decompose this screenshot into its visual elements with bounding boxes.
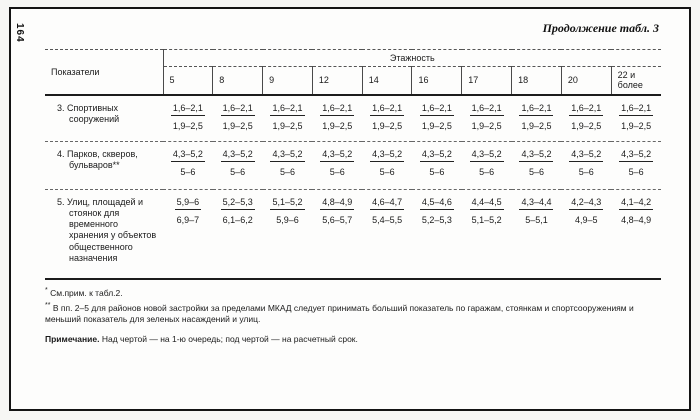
value-design-term: 5–6	[479, 166, 495, 177]
value-design-term: 1,9–2,5	[172, 121, 203, 131]
value-cell	[512, 141, 562, 189]
table-header	[45, 50, 661, 96]
value-cell	[163, 189, 213, 279]
column-header: 20	[561, 67, 611, 96]
value-first-stage: 1,6–2,1	[619, 103, 653, 116]
value-first-stage: 1,6–2,1	[221, 103, 255, 116]
column-header: 22 и более	[611, 67, 661, 96]
value-design-term: 1,9–2,5	[272, 121, 303, 131]
value-cell	[362, 189, 412, 279]
value-cell	[412, 141, 462, 189]
note-label: Примечание.	[45, 333, 100, 344]
footnote-1	[45, 286, 661, 299]
value-cell	[163, 95, 213, 141]
value-design-term: 5,4–5,5	[372, 214, 403, 225]
column-header: 14	[362, 67, 412, 96]
value-design-term: 4,8–4,9	[621, 214, 652, 225]
value-first-stage: 1,6–2,1	[420, 103, 454, 116]
value-cell	[263, 95, 313, 141]
column-header: 5	[163, 67, 213, 96]
value-design-term: 5–6	[379, 166, 395, 177]
value-cell	[362, 95, 412, 141]
value-first-stage: 1,6–2,1	[370, 103, 404, 116]
note-text: Над чертой — на 1-ю очередь; под чертой — на расчетный срок.	[101, 333, 358, 344]
row-label: 4. Парков, скверов, бульваров**	[45, 141, 163, 189]
value-first-stage: 4,3–5,2	[320, 149, 354, 162]
table-body	[45, 95, 661, 279]
storeys-table	[45, 49, 661, 280]
value-cell	[611, 141, 661, 189]
value-design-term: 5–6	[180, 166, 196, 177]
footnote-1-marker: *	[45, 287, 48, 294]
value-design-term: 1,9–2,5	[421, 121, 452, 131]
value-design-term: 1,9–2,5	[222, 121, 253, 131]
value-cell	[462, 95, 512, 141]
value-design-term: 1,9–2,5	[372, 121, 403, 131]
value-cell	[561, 95, 611, 141]
value-cell	[263, 189, 313, 279]
value-first-stage: 4,3–5,2	[221, 149, 255, 162]
storeys-group-header: Этажность	[163, 50, 661, 67]
value-first-stage: 4,3–5,2	[270, 149, 304, 162]
value-first-stage: 4,4–4,5	[470, 197, 504, 210]
column-header: 12	[312, 67, 362, 96]
value-design-term: 4,9–5	[575, 214, 598, 225]
value-design-term: 1,9–2,5	[322, 121, 353, 131]
value-first-stage: 4,3–5,2	[420, 149, 454, 162]
value-design-term: 5,9–6	[276, 214, 299, 225]
value-design-term: 6,1–6,2	[222, 214, 253, 225]
value-design-term: 5,6–5,7	[322, 214, 353, 225]
value-cell	[412, 95, 462, 141]
value-first-stage: 1,6–2,1	[569, 103, 603, 116]
footnotes	[45, 286, 661, 345]
table-continuation-caption: Продолжение табл. 3	[542, 21, 659, 35]
value-first-stage: 4,6–4,7	[370, 197, 404, 210]
value-cell	[512, 189, 562, 279]
value-first-stage: 4,8–4,9	[320, 197, 354, 210]
value-first-stage: 1,6–2,1	[320, 103, 354, 116]
value-cell	[312, 95, 362, 141]
value-cell	[512, 95, 562, 141]
value-first-stage: 4,3–5,2	[470, 149, 504, 162]
value-first-stage: 4,1–4,2	[619, 197, 653, 210]
value-cell	[561, 141, 611, 189]
column-header: 18	[512, 67, 562, 96]
value-cell	[462, 141, 512, 189]
footnote-2-marker: **	[45, 301, 51, 309]
value-cell	[611, 95, 661, 141]
value-design-term: 5–6	[578, 166, 594, 177]
value-first-stage: 1,6–2,1	[470, 103, 504, 116]
value-first-stage: 4,3–5,2	[569, 149, 603, 162]
value-first-stage: 4,3–5,2	[370, 149, 404, 162]
value-cell	[412, 189, 462, 279]
column-header: 17	[462, 67, 512, 96]
value-first-stage: 4,3–4,4	[519, 197, 553, 210]
value-cell	[163, 141, 213, 189]
indicators-header: Показатели	[45, 50, 163, 96]
value-design-term: 5,1–5,2	[471, 214, 502, 225]
value-first-stage: 5,1–5,2	[270, 197, 304, 210]
value-cell	[263, 141, 313, 189]
value-cell	[362, 141, 412, 189]
value-design-term: 5–6	[628, 166, 644, 177]
table-row	[45, 189, 661, 279]
table-note	[45, 334, 661, 345]
value-first-stage: 4,3–5,2	[171, 149, 205, 162]
value-design-term: 6,9–7	[176, 214, 200, 225]
value-design-term: 5–5,1	[525, 214, 548, 225]
value-first-stage: 4,2–4,3	[569, 197, 603, 210]
page-number: 164	[14, 23, 25, 43]
value-design-term: 5,2–5,3	[421, 214, 452, 225]
value-design-term: 1,9–2,5	[571, 121, 602, 131]
footnote-2	[45, 301, 661, 325]
value-design-term: 1,9–2,5	[471, 121, 502, 131]
value-first-stage: 4,3–5,2	[619, 149, 653, 162]
value-cell	[312, 189, 362, 279]
value-design-term: 5–6	[230, 166, 246, 177]
table-row	[45, 95, 661, 141]
value-cell	[213, 189, 263, 279]
footnote-1-text: См.прим. к табл.2.	[50, 287, 123, 298]
scanned-page	[9, 7, 691, 411]
value-design-term: 1,9–2,5	[521, 121, 552, 131]
value-cell	[561, 189, 611, 279]
value-first-stage: 1,6–2,1	[519, 103, 553, 116]
row-label: 5. Улиц, площадей и стоянок для временного хранения у объектов общественного назначения	[45, 189, 163, 279]
row-label: 3. Спортивных сооружений	[57, 103, 120, 125]
value-design-term: 5–6	[329, 166, 345, 177]
footnote-2-text: В пп. 2–5 для районов новой застройки за пределами МКАД следует принимать больший показатель по гаражам, стоянкам и спортсооружениям и меньший показатель для зеленых насаждений и улиц.	[45, 302, 634, 324]
value-cell	[611, 189, 661, 279]
table-row	[45, 141, 661, 189]
value-design-term: 5–6	[528, 166, 544, 177]
value-design-term: 1,9–2,5	[621, 121, 652, 131]
value-design-term: 5–6	[279, 166, 295, 177]
page-content	[45, 49, 661, 409]
column-header: 9	[263, 67, 313, 96]
column-header: 16	[412, 67, 462, 96]
value-cell	[462, 189, 512, 279]
value-first-stage: 1,6–2,1	[171, 103, 205, 116]
value-first-stage: 4,5–4,6	[420, 197, 454, 210]
value-cell	[213, 141, 263, 189]
value-cell	[213, 95, 263, 141]
value-design-term: 5–6	[429, 166, 445, 177]
value-first-stage: 5,9–6	[175, 197, 202, 210]
value-first-stage: 5,2–5,3	[221, 197, 255, 210]
value-first-stage: 1,6–2,1	[270, 103, 304, 116]
column-header: 8	[213, 67, 263, 96]
value-cell	[312, 141, 362, 189]
value-first-stage: 4,3–5,2	[519, 149, 553, 162]
